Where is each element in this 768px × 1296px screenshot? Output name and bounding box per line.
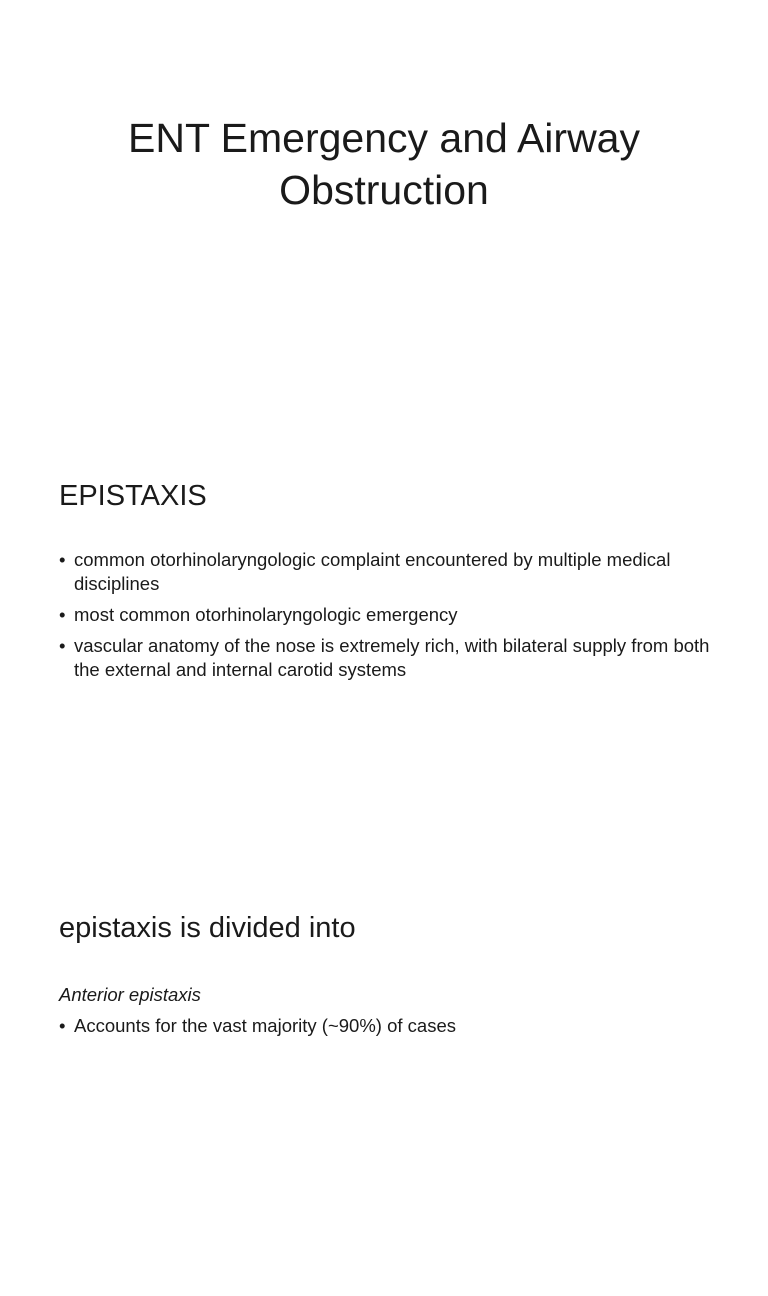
- classification-slide: [0, 864, 768, 1296]
- bullet-list: [59, 548, 719, 689]
- title-line-1: ENT Emergency and Airway: [128, 115, 640, 161]
- anterior-epistaxis-subheading: Anterior epistaxis: [59, 984, 201, 1005]
- bullet-icon: •: [59, 1015, 66, 1036]
- slide-heading: EPISTAXIS: [59, 480, 207, 512]
- bullet-icon: •: [59, 604, 66, 625]
- title-slide: [0, 0, 768, 432]
- list-item: [59, 1014, 734, 1038]
- title-line-2: Obstruction: [279, 167, 489, 213]
- list-item: [59, 548, 719, 596]
- bullet-text: Accounts for the vast majority (~90%) of cases: [74, 1015, 456, 1036]
- list-item: [59, 603, 719, 627]
- list-item: [59, 634, 719, 682]
- bullet-icon: •: [59, 635, 66, 656]
- bullet-text: most common otorhinolaryngologic emergency: [74, 604, 458, 625]
- presentation-title: [40, 112, 728, 216]
- bullet-icon: •: [59, 549, 66, 570]
- bullet-text: vascular anatomy of the nose is extremely rich, with bilateral supply from both the external and internal carotid systems: [74, 635, 710, 680]
- slide-heading: epistaxis is divided into: [59, 912, 356, 944]
- bullet-text: common otorhinolaryngologic complaint encountered by multiple medical disciplines: [74, 549, 671, 594]
- epistaxis-slide: [0, 432, 768, 864]
